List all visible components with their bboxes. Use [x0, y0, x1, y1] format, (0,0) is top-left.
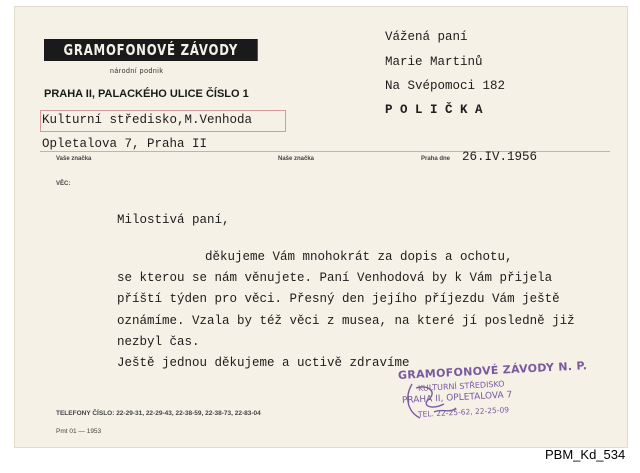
form-number: Pmt 01 — 1953 — [56, 428, 102, 435]
letterhead-brand: GRAMOFONOVÉ ZÁVODY — [44, 39, 258, 61]
body-line: nezbyl čas. — [117, 335, 200, 349]
recipient-city: P O L I Č K A — [385, 103, 483, 117]
vase-znacka-label: Vaše značka — [56, 156, 92, 162]
stamp-line4: TEL. 22-25-62, 22-25-09 — [417, 405, 510, 419]
letterhead-subtitle: národní podnik — [110, 68, 164, 75]
letter-date: 26.IV.1956 — [462, 150, 538, 164]
nase-znacka-label: Naše značka — [278, 156, 315, 162]
greeting: Milostivá paní, — [117, 213, 230, 227]
recipient-street: Na Svépomoci 182 — [385, 79, 506, 93]
body-line: oznámíme. Vzala by též věci z musea, na které jí posledně již — [117, 314, 575, 328]
praha-dne-label: Praha dne — [421, 156, 451, 162]
sender-line2: Opletalova 7, Praha II — [42, 137, 208, 151]
stamp-line1: GRAMOFONOVÉ ZÁVODY N. P. — [397, 359, 588, 382]
signature-icon — [398, 378, 468, 428]
phone-numbers: TELEFONY ČÍSLO: 22-29-31, 22-29-43, 22-38-59, 22-38-73, 22-83-04 — [56, 410, 261, 417]
recipient-salutation: Vážená paní — [385, 30, 468, 44]
letterhead-address: PRAHA II, PALACKÉHO ULICE ČÍSLO 1 — [44, 88, 249, 100]
vec-label: VĚC: — [56, 181, 71, 187]
letter-paper — [14, 6, 628, 448]
sender-line1: Kulturní středisko,M.Venhoda — [42, 113, 253, 127]
stamp-line2: KULTURNÍ STŘEDISKO — [417, 379, 505, 393]
image-caption: PBM_Kd_534 — [545, 447, 626, 462]
body-line: Ještě jednou děkujeme a uctivě zdravíme — [117, 356, 410, 370]
stamp-line3: PRAHA II, OPLETALOVA 7 — [401, 390, 513, 406]
body-line: děkujeme Vám mnohokrát za dopis a ochotu, — [205, 250, 513, 264]
body-line: příští týden pro věci. Přesný den jejího příjezdu Vám ještě — [117, 292, 560, 306]
recipient-name: Marie Martinů — [385, 55, 483, 69]
body-line: se kterou se nám věnujete. Paní Venhodová by k Vám přijela — [117, 271, 553, 285]
